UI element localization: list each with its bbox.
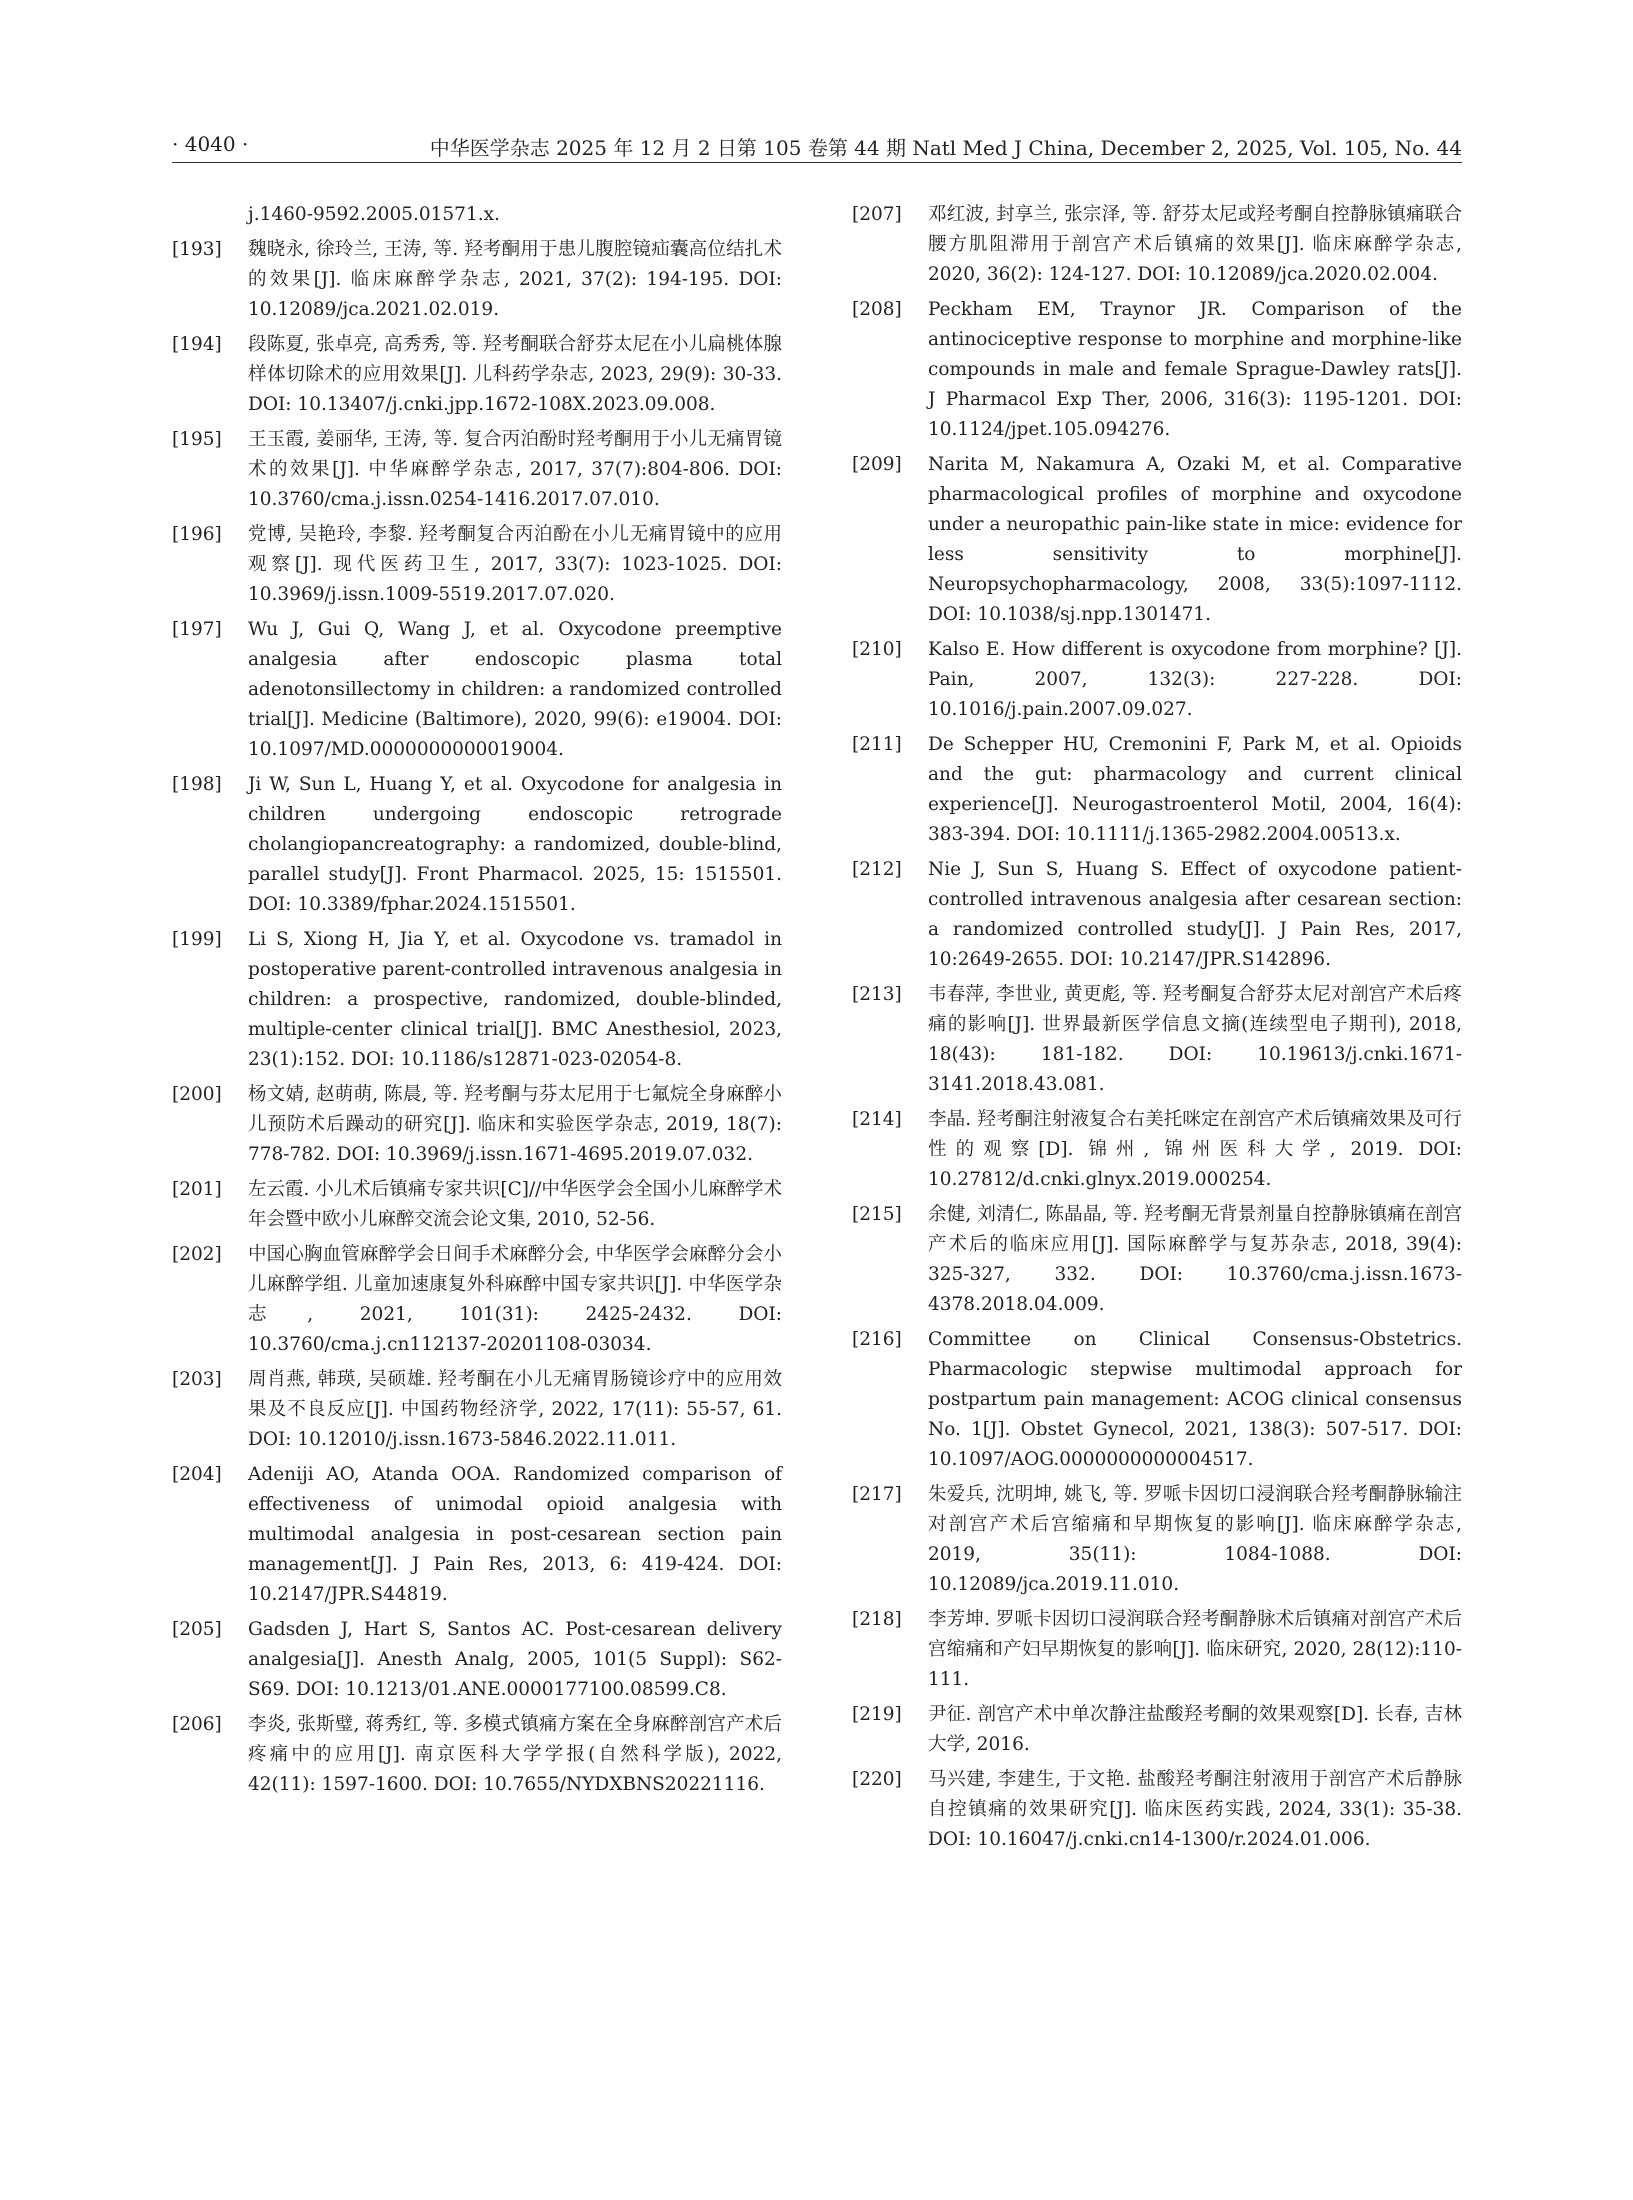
reference-number: [212] bbox=[852, 859, 902, 880]
reference-text: 尹征. 剖宫产术中单次静注盐酸羟考酮的效果观察[D]. 长春, 吉林大学, 2016. bbox=[928, 1704, 1462, 1755]
reference-item bbox=[852, 1700, 1462, 1760]
reference-number: [210] bbox=[852, 639, 902, 660]
reference-number: [198] bbox=[172, 774, 222, 795]
reference-number: [219] bbox=[852, 1704, 902, 1725]
reference-number: [193] bbox=[172, 239, 222, 260]
reference-item bbox=[172, 1175, 782, 1235]
reference-number: [199] bbox=[172, 929, 222, 950]
reference-number: [207] bbox=[852, 204, 902, 225]
header-rule bbox=[172, 162, 1462, 163]
reference-item bbox=[852, 295, 1462, 445]
reference-number: [216] bbox=[852, 1329, 902, 1350]
reference-item bbox=[172, 770, 782, 920]
reference-number: [205] bbox=[172, 1619, 222, 1640]
reference-text: De Schepper HU, Cremonini F, Park M, et al. Opioids and the gut: pharmacology and current clinical experience[J]. Neurogastroenterol Motil, 2004, 16(4): 383-394. DOI: 10.1111/j.1365-2982.2004.00513.x. bbox=[928, 734, 1462, 845]
reference-continuation bbox=[172, 200, 782, 230]
reference-text: 党博, 吴艳玲, 李黎. 羟考酮复合丙泊酚在小儿无痛胃镜中的应用观察[J]. 现代医药卫生, 2017, 33(7): 1023-1025. DOI: 10.3969/j.issn.1009-5519.2017.07.020. bbox=[248, 524, 782, 605]
reference-item bbox=[172, 520, 782, 610]
reference-number: [215] bbox=[852, 1204, 902, 1225]
reference-text: 魏晓永, 徐玲兰, 王涛, 等. 羟考酮用于患儿腹腔镜疝囊高位结扎术的效果[J]. 临床麻醉学杂志, 2021, 37(2): 194-195. DOI: 10.12089/jca.2021.02.019. bbox=[248, 239, 782, 320]
page-header bbox=[172, 130, 1462, 164]
reference-item bbox=[172, 330, 782, 420]
reference-text: 周肖燕, 韩瑛, 吴硕雄. 羟考酮在小儿无痛胃肠镜诊疗中的应用效果及不良反应[J]. 中国药物经济学, 2022, 17(11): 55-57, 61. DOI: 10.12010/j.issn.1673-5846.2022.11.011. bbox=[248, 1369, 782, 1450]
reference-text: 朱爱兵, 沈明坤, 姚飞, 等. 罗哌卡因切口浸润联合羟考酮静脉输注对剖宫产术后宫缩痛和早期恢复的影响[J]. 临床麻醉学杂志, 2019, 35(11): 1084-1088. DOI: 10.12089/jca.2019.11.010. bbox=[928, 1484, 1462, 1595]
reference-item bbox=[172, 1460, 782, 1610]
reference-number: [211] bbox=[852, 734, 902, 755]
reference-item bbox=[852, 1325, 1462, 1475]
reference-text: 余健, 刘清仁, 陈晶晶, 等. 羟考酮无背景剂量自控静脉镇痛在剖宫产术后的临床应用[J]. 国际麻醉学与复苏杂志, 2018, 39(4): 325-327, 332. DOI: 10.3760/cma.j.issn.1673-4378.2018.04.009. bbox=[928, 1204, 1462, 1315]
reference-text: 邓红波, 封享兰, 张宗泽, 等. 舒芬太尼或羟考酮自控静脉镇痛联合腰方肌阻滞用于剖宫产术后镇痛的效果[J]. 临床麻醉学杂志, 2020, 36(2): 124-127. DOI: 10.12089/jca.2020.02.004. bbox=[928, 204, 1462, 285]
reference-text: Adeniji AO, Atanda OOA. Randomized comparison of effectiveness of unimodal opioid analgesia with multimodal analgesia in post-cesarean section pain management[J]. J Pain Res, 2013, 6: 419-424. DOI: 10.2147/JPR.S44819. bbox=[248, 1464, 782, 1605]
reference-text: 左云霞. 小儿术后镇痛专家共识[C]//中华医学会全国小儿麻醉学术年会暨中欧小儿麻醉交流会论文集, 2010, 52-56. bbox=[248, 1179, 782, 1230]
reference-number: [196] bbox=[172, 524, 222, 545]
reference-text: 段陈夏, 张卓亮, 高秀秀, 等. 羟考酮联合舒芬太尼在小儿扁桃体腺样体切除术的应用效果[J]. 儿科药学杂志, 2023, 29(9): 30-33. DOI: 10.13407/j.cnki.jpp.1672-108X.2023.09.008. bbox=[248, 334, 782, 415]
reference-item bbox=[172, 425, 782, 515]
reference-text: 马兴建, 李建生, 于文艳. 盐酸羟考酮注射液用于剖宫产术后静脉自控镇痛的效果研究[J]. 临床医药实践, 2024, 33(1): 35-38. DOI: 10.16047/j.cnki.cn14-1300/r.2024.01.006. bbox=[928, 1769, 1462, 1850]
reference-item bbox=[172, 925, 782, 1075]
reference-column-right bbox=[852, 200, 1462, 1860]
reference-item bbox=[852, 200, 1462, 290]
reference-number: [204] bbox=[172, 1464, 222, 1485]
reference-item bbox=[172, 1615, 782, 1705]
reference-item bbox=[852, 980, 1462, 1100]
reference-item bbox=[172, 615, 782, 765]
reference-item bbox=[172, 1710, 782, 1800]
reference-text: 杨文婧, 赵萌萌, 陈晨, 等. 羟考酮与芬太尼用于七氟烷全身麻醉小儿预防术后躁动的研究[J]. 临床和实验医学杂志, 2019, 18(7): 778-782. DOI: 10.3969/j.issn.1671-4695.2019.07.032. bbox=[248, 1084, 782, 1165]
reference-item bbox=[852, 1765, 1462, 1855]
reference-item bbox=[172, 1365, 782, 1455]
reference-item bbox=[852, 1200, 1462, 1320]
reference-item bbox=[852, 450, 1462, 630]
reference-number: [213] bbox=[852, 984, 902, 1005]
reference-text: Peckham EM, Traynor JR. Comparison of the antinociceptive response to morphine and morphine-like compounds in male and female Sprague-Dawley rats[J]. J Pharmacol Exp Ther, 2006, 316(3): 1195-1201. DOI: 10.1124/jpet.105.094276. bbox=[928, 299, 1462, 440]
reference-text: 李晶. 羟考酮注射液复合右美托咪定在剖宫产术后镇痛效果及可行性的观察[D]. 锦州, 锦州医科大学, 2019. DOI: 10.27812/d.cnki.glnyx.2019.000254. bbox=[928, 1109, 1462, 1190]
reference-number: [194] bbox=[172, 334, 222, 355]
reference-item bbox=[852, 1105, 1462, 1195]
reference-text: 韦春萍, 李世业, 黄更彪, 等. 羟考酮复合舒芬太尼对剖宫产术后疼痛的影响[J]. 世界最新医学信息文摘(连续型电子期刊), 2018, 18(43): 181-182. DOI: 10.19613/j.cnki.1671-3141.2018.43.081. bbox=[928, 984, 1462, 1095]
reference-text: Ji W, Sun L, Huang Y, et al. Oxycodone for analgesia in children undergoing endoscopic retrograde cholangiopancreatography: a randomized, double-blind, parallel study[J]. Front Pharmacol. 2025, 15: 1515501. DOI: 10.3389/fphar.2024.1515501. bbox=[248, 774, 782, 915]
reference-number: [206] bbox=[172, 1714, 222, 1735]
reference-number: [201] bbox=[172, 1179, 222, 1200]
reference-text: j.1460-9592.2005.01571.x. bbox=[248, 204, 500, 225]
reference-number: [218] bbox=[852, 1609, 902, 1630]
reference-item bbox=[852, 855, 1462, 975]
reference-column-left bbox=[172, 200, 782, 1805]
reference-number: [195] bbox=[172, 429, 222, 450]
reference-number: [214] bbox=[852, 1109, 902, 1130]
page-number: · 4040 · bbox=[172, 132, 249, 156]
reference-item bbox=[172, 1240, 782, 1360]
reference-text: Narita M, Nakamura A, Ozaki M, et al. Comparative pharmacological profiles of morphine and oxycodone under a neuropathic pain-like state in mice: evidence for less sensitivity to morphine[J]. Neuropsychopharmacology, 2008, 33(5):1097-1112. DOI: 10.1038/sj.npp.1301471. bbox=[928, 454, 1462, 625]
reference-number: [202] bbox=[172, 1244, 222, 1265]
reference-text: 王玉霞, 姜丽华, 王涛, 等. 复合丙泊酚时羟考酮用于小儿无痛胃镜术的效果[J]. 中华麻醉学杂志, 2017, 37(7):804-806. DOI: 10.3760/cma.j.issn.0254-1416.2017.07.010. bbox=[248, 429, 782, 510]
reference-item bbox=[172, 235, 782, 325]
reference-text: 李芳坤. 罗哌卡因切口浸润联合羟考酮静脉术后镇痛对剖宫产术后宫缩痛和产妇早期恢复的影响[J]. 临床研究, 2020, 28(12):110-111. bbox=[928, 1609, 1462, 1690]
reference-text: Li S, Xiong H, Jia Y, et al. Oxycodone vs. tramadol in postoperative parent-controlled intravenous analgesia in children: a prospective, randomized, double-blinded, multiple-center clinical trial[J]. BMC Anesthesiol, 2023, 23(1):152. DOI: 10.1186/s12871-023-02054-8. bbox=[248, 929, 782, 1070]
reference-text: Nie J, Sun S, Huang S. Effect of oxycodone patient-controlled intravenous analgesia after cesarean section: a randomized controlled study[J]. J Pain Res, 2017, 10:2649-2655. DOI: 10.2147/JPR.S142896. bbox=[928, 859, 1462, 970]
reference-text: Gadsden J, Hart S, Santos AC. Post-cesarean delivery analgesia[J]. Anesth Analg, 2005, 101(5 Suppl): S62-S69. DOI: 10.1213/01.ANE.0000177100.08599.C8. bbox=[248, 1619, 782, 1700]
reference-text: Wu J, Gui Q, Wang J, et al. Oxycodone preemptive analgesia after endoscopic plasma total adenotonsillectomy in children: a randomized controlled trial[J]. Medicine (Baltimore), 2020, 99(6): e19004. DOI: 10.1097/MD.0000000000019004. bbox=[248, 619, 782, 760]
reference-number: [200] bbox=[172, 1084, 222, 1105]
reference-number: [197] bbox=[172, 619, 222, 640]
reference-item bbox=[852, 730, 1462, 850]
reference-item bbox=[852, 1605, 1462, 1695]
reference-text: Kalso E. How different is oxycodone from morphine? [J]. Pain, 2007, 132(3): 227-228. DOI: 10.1016/j.pain.2007.09.027. bbox=[928, 639, 1462, 720]
reference-number: [220] bbox=[852, 1769, 902, 1790]
reference-text: 李炎, 张斯璧, 蒋秀红, 等. 多模式镇痛方案在全身麻醉剖宫产术后疼痛中的应用[J]. 南京医科大学学报(自然科学版), 2022, 42(11): 1597-1600. DOI: 10.7655/NYDXBNS20221116. bbox=[248, 1714, 782, 1795]
reference-number: [203] bbox=[172, 1369, 222, 1390]
reference-text: Committee on Clinical Consensus-Obstetrics. Pharmacologic stepwise multimodal approach for postpartum pain management: ACOG clinical consensus No. 1[J]. Obstet Gynecol, 2021, 138(3): 507-517. DOI: 10.1097/AOG.0000000000004517. bbox=[928, 1329, 1462, 1470]
journal-running-head: 中华医学杂志 2025 年 12 月 2 日第 105 卷第 44 期 Natl Med J China, December 2, 2025, Vol. 105, No. 44 bbox=[429, 136, 1462, 160]
reference-number: [217] bbox=[852, 1484, 902, 1505]
reference-number: [208] bbox=[852, 299, 902, 320]
reference-text: 中国心胸血管麻醉学会日间手术麻醉分会, 中华医学会麻醉分会小儿麻醉学组. 儿童加速康复外科麻醉中国专家共识[J]. 中华医学杂志, 2021, 101(31): 2425-2432. DOI: 10.3760/cma.j.cn112137-20201108-03034. bbox=[248, 1244, 782, 1355]
reference-item bbox=[172, 1080, 782, 1170]
reference-item bbox=[852, 635, 1462, 725]
reference-item bbox=[852, 1480, 1462, 1600]
reference-number: [209] bbox=[852, 454, 902, 475]
